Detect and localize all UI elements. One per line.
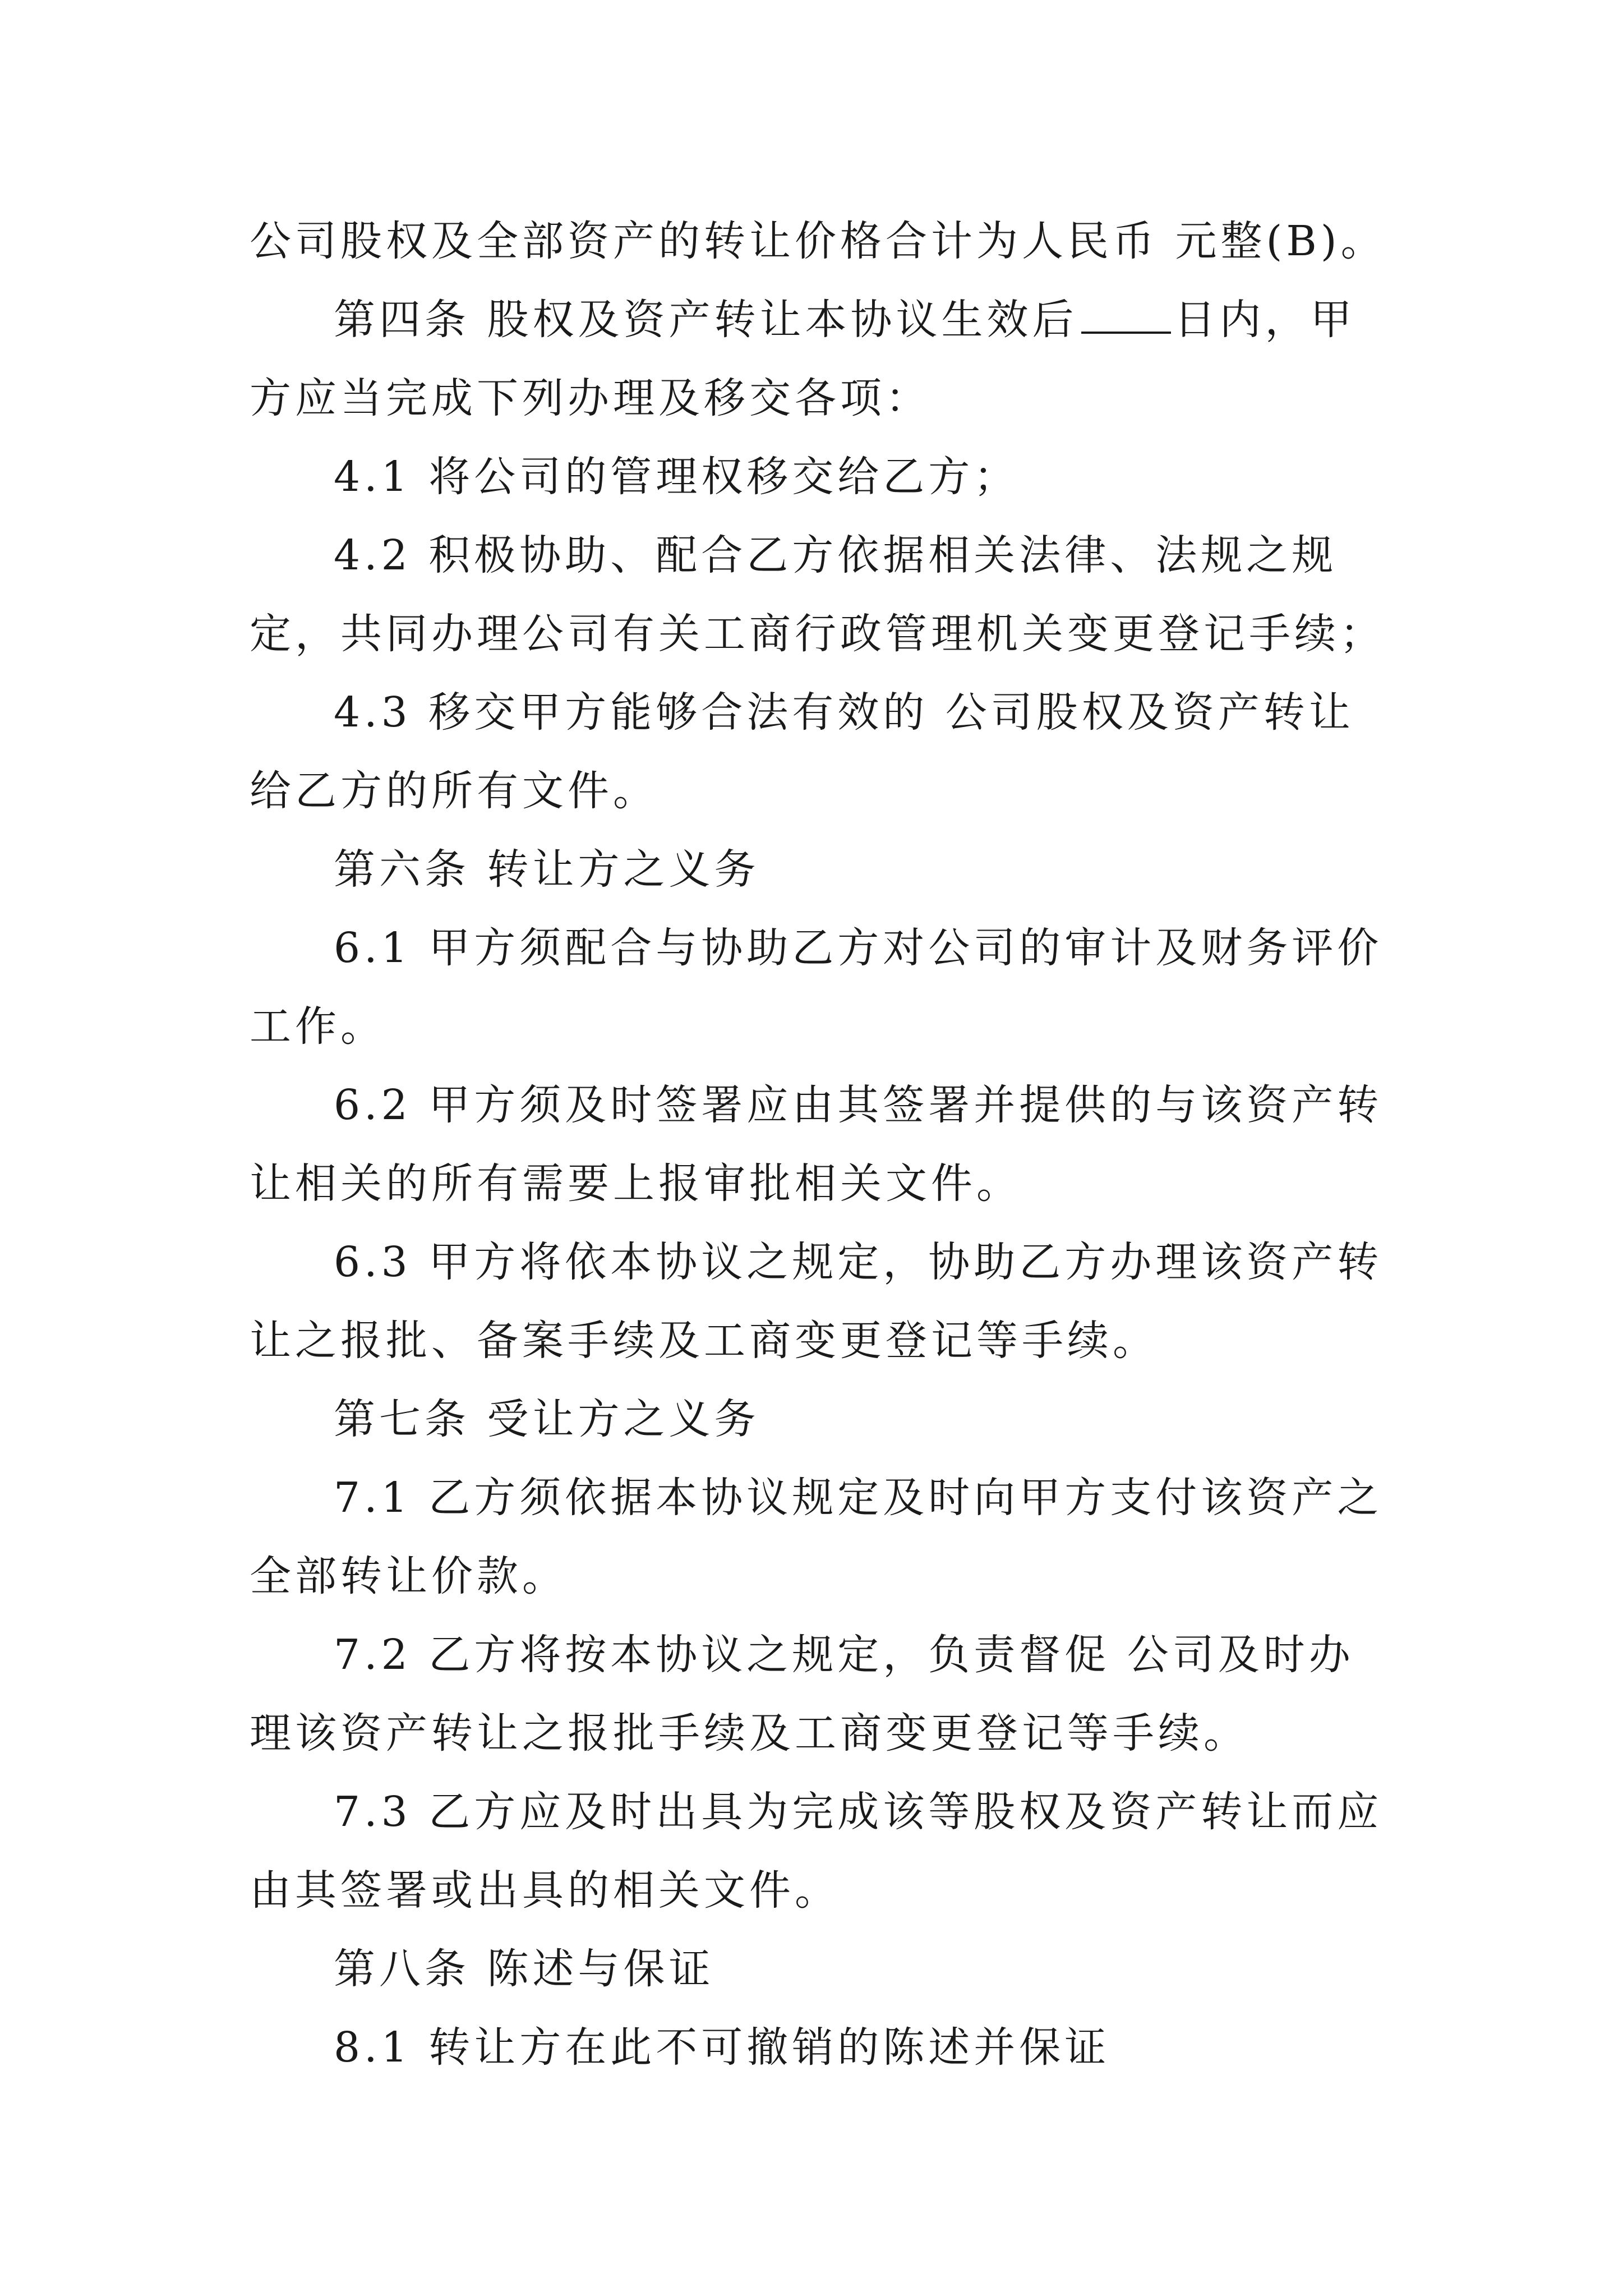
days-blank-field: [1081, 292, 1171, 334]
clause-4-3: 4.3 移交甲方能够合法有效的 公司股权及资产转让给乙方的所有文件。: [250, 688, 1354, 815]
heading-article-8: 第八条 陈述与保证: [334, 1945, 714, 1993]
clause-7-1: 7.1 乙方须依据本协议规定及时向甲方支付该资产之全部转让价款。: [250, 1474, 1383, 1600]
heading-article-7: 第七条 受让方之义务: [334, 1395, 760, 1443]
clause-4-1: 4.1 将公司的管理权移交给乙方；: [334, 453, 1020, 501]
clause-6-2: 6.2 甲方须及时签署应由其签署并提供的与该资产转让相关的所有需要上报审批相关文件。: [250, 1081, 1383, 1208]
paragraph-transfer-price: 公司股权及全部资产的转让价格合计为人民币 元整(B)。: [250, 217, 1386, 265]
article-4-text-after: 日内，甲方应当完成下列办理及移交各项：: [250, 296, 1356, 422]
paragraph-article-4: [250, 280, 1388, 438]
clause-7-2: 7.2 乙方将按本协议之规定，负责督促 公司及时办理该资产转让之报批手续及工商变更登记等手续。: [250, 1631, 1354, 1757]
heading-article-6: 第六条 转让方之义务: [334, 845, 760, 894]
clause-8-1: 8.1 转让方在此不可撤销的陈述并保证: [334, 2023, 1110, 2072]
document-body: [250, 202, 1388, 2087]
clause-7-3: 7.3 乙方应及时出具为完成该等股权及资产转让而应由其签署或出具的相关文件。: [250, 1788, 1383, 1915]
clause-6-3: 6.3 甲方将依本协议之规定，协助乙方办理该资产转让之报批、备案手续及工商变更登记等手续。: [250, 1238, 1383, 1365]
article-4-text-before: 第四条 股权及资产转让本协议生效后: [334, 296, 1078, 344]
clause-4-2: 4.2 积极协助、配合乙方依据相关法律、法规之规定，共同办理公司有关工商行政管理机关变更登记手续；: [250, 531, 1385, 658]
clause-6-1: 6.1 甲方须配合与协助乙方对公司的审计及财务评价工作。: [250, 924, 1383, 1051]
